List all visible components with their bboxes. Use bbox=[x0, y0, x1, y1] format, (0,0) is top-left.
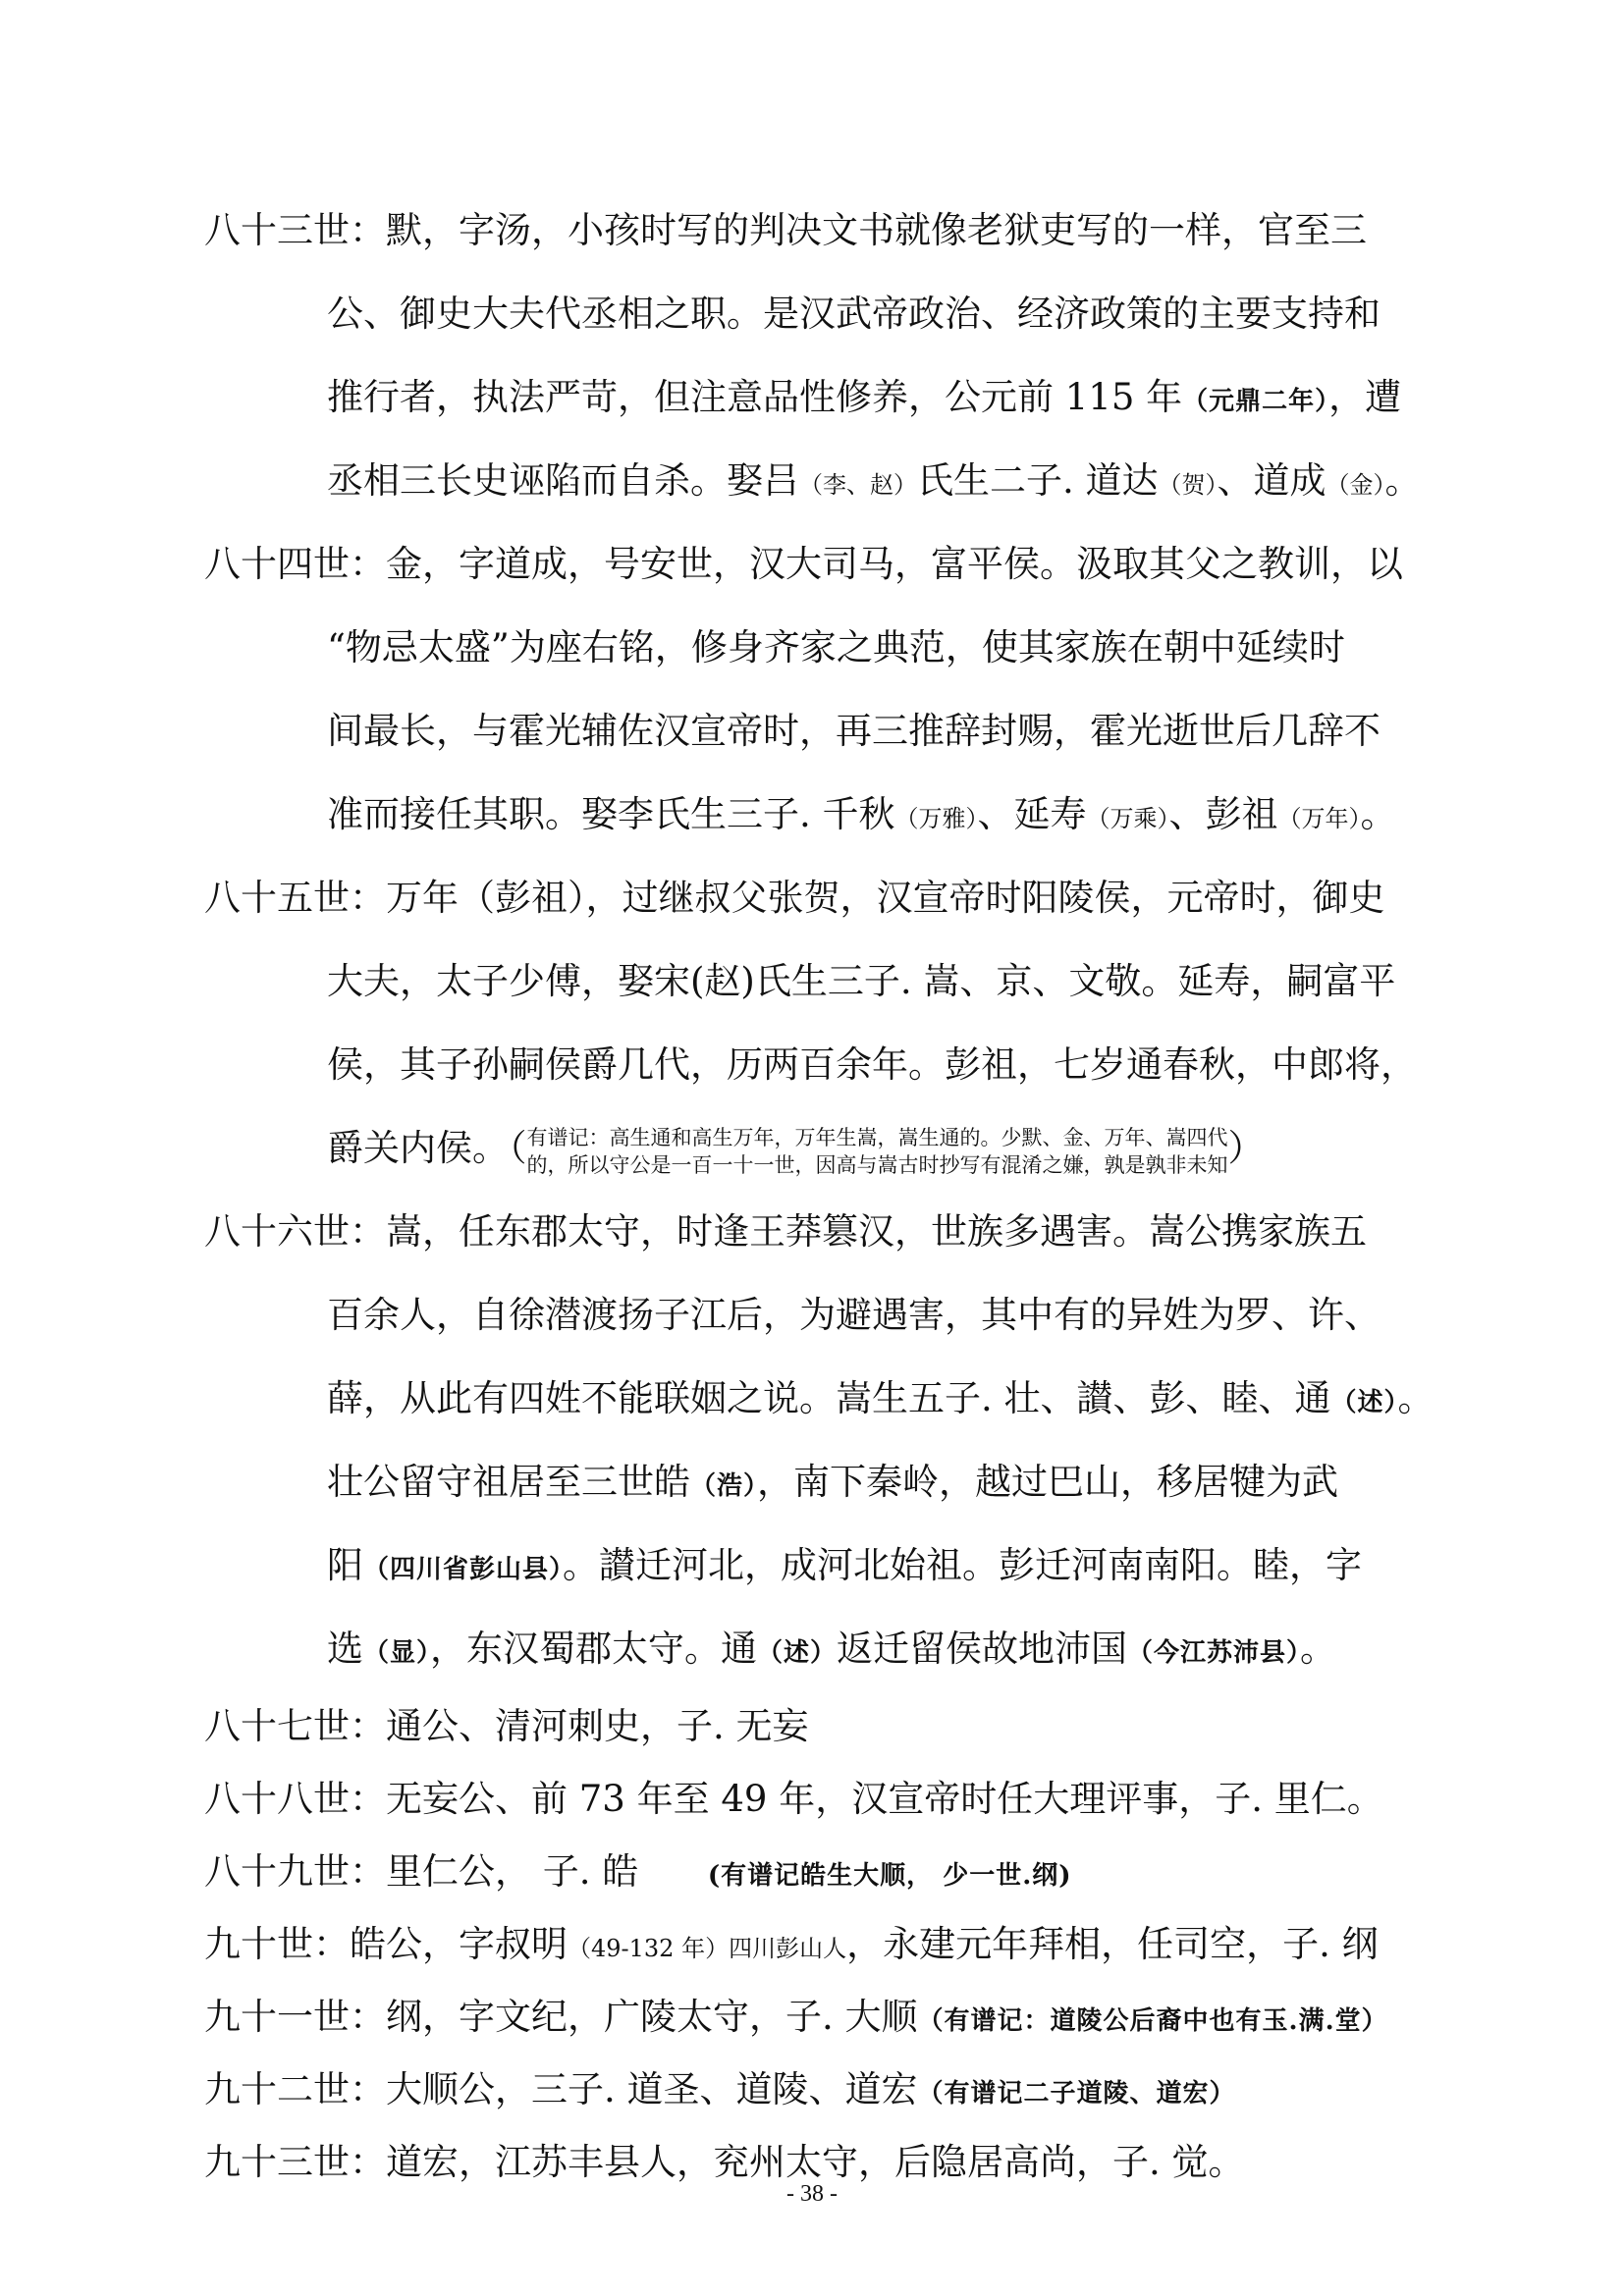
entry-line: 爵关内侯。（有谱记：高生通和高生万年，万年生嵩，嵩生通的。少默、金、万年、嵩四代 的，所以守公是一百一十一世，因高与嵩古时抄写有混淆之嫌，孰是孰非未知） bbox=[327, 1125, 1265, 1177]
entry-line: 八十五世：万年（彭祖），过继叔父张贺，汉宣帝时阳陵侯，元帝时，御史 bbox=[204, 877, 1385, 919]
annotation: （有谱记二子道陵、道宏） bbox=[917, 2079, 1236, 2109]
entry-line: 壮公留守祖居至三世皓（浩），南下秦岭，越过巴山，移居犍为武 bbox=[327, 1461, 1339, 1503]
entry-line: 大夫，太子少傅，娶宋(赵)氏生三子. 嵩、京、文敬。延寿，嗣富平 bbox=[327, 960, 1396, 1002]
entry-91 bbox=[204, 1981, 1422, 2054]
annotation: （有谱记：道陵公后裔中也有玉.满.堂） bbox=[917, 2006, 1388, 2036]
generation-label: 八十五世： bbox=[204, 877, 386, 919]
entry-line: 间最长，与霍光辅佐汉宣帝时，再三推辞封赐，霍光逝世后几辞不 bbox=[327, 710, 1380, 752]
entry-line: 九十世：皓公，字叔明（49-132 年）四川彭山人，永建元年拜相，任司空，子. 纲 bbox=[204, 1923, 1379, 1965]
entry-line: 九十三世：道宏，江苏丰县人，兖州太守，后隐居高尚，子. 觉。 bbox=[204, 2141, 1245, 2183]
generation-label: 八十九世： bbox=[204, 1850, 386, 1893]
entry-90 bbox=[204, 1908, 1422, 1981]
generation-label: 九十二世： bbox=[204, 2068, 386, 2110]
genealogy-text bbox=[204, 188, 1435, 2199]
annotation: （述） bbox=[757, 1638, 838, 1668]
generation-label: 八十四世： bbox=[204, 543, 386, 585]
entry-89 bbox=[204, 1836, 1422, 1908]
generation-label: 九十三世： bbox=[204, 2141, 386, 2183]
annotation: （元鼎二年） bbox=[1182, 387, 1329, 416]
entry-line: 八十九世：里仁公， 子. 皓 (有谱记皓生大顺， 少一世.纲) bbox=[204, 1850, 1072, 1893]
entry-line: 准而接任其职。娶李氏生三子. 千秋（万雅）、延寿（万乘）、彭祖（万年）。 bbox=[327, 793, 1397, 835]
annotation: （浩） bbox=[690, 1471, 758, 1501]
entry-line: 八十六世：嵩，任东郡太守，时逢王莽篡汉，世族多遇害。嵩公携家族五 bbox=[204, 1210, 1367, 1253]
entry-92 bbox=[204, 2054, 1422, 2126]
annotation: （今江苏沛县） bbox=[1127, 1638, 1301, 1668]
page-number: - 38 - bbox=[786, 2181, 838, 2207]
entry-line: 选（显），东汉蜀郡太守。通（述）返迁留侯故地沛国（今江苏沛县）。 bbox=[327, 1628, 1337, 1670]
entry-line: 八十四世：金，字道成，号安世，汉大司马，富平侯。汲取其父之教训，以 bbox=[204, 543, 1403, 585]
annotation: （万年） bbox=[1277, 805, 1361, 832]
entry-84 bbox=[204, 522, 1422, 856]
entry-86 bbox=[204, 1190, 1435, 1690]
generation-label: 八十六世： bbox=[204, 1210, 386, 1253]
annotation: （显） bbox=[363, 1638, 431, 1668]
generation-label: 八十七世： bbox=[204, 1705, 386, 1747]
generation-label: 九十一世： bbox=[204, 1996, 386, 2038]
generation-label: 八十八世： bbox=[204, 1778, 386, 1820]
annotation: （述） bbox=[1330, 1388, 1398, 1417]
entry-line: 八十三世：默，字汤，小孩时写的判决文书就像老狱吏写的一样，官至三 bbox=[204, 209, 1367, 251]
annotation: （四川省彭山县） bbox=[363, 1555, 564, 1584]
annotation: （贺） bbox=[1158, 471, 1218, 499]
annotation: （万雅） bbox=[894, 805, 978, 832]
annotation: （万乘） bbox=[1086, 805, 1169, 832]
annotation: （49-132 年）四川彭山人 bbox=[568, 1935, 847, 1962]
entry-87 bbox=[204, 1690, 1422, 1763]
annotation: （金） bbox=[1326, 471, 1385, 499]
generation-label: 九十世： bbox=[204, 1923, 350, 1965]
entry-line: 八十八世：无妄公、前 73 年至 49 年，汉宣帝时任大理评事，子. 里仁。 bbox=[204, 1778, 1383, 1820]
entry-line: 公、御史大夫代丞相之职。是汉武帝政治、经济政策的主要支持和 bbox=[327, 293, 1380, 335]
entry-line: “物忌太盛”为座右铭，修身齐家之典范，使其家族在朝中延续时 bbox=[327, 626, 1345, 668]
entry-line: 百余人，自徐潜渡扬子江后，为避遇害，其中有的异姓为罗、许、 bbox=[327, 1294, 1380, 1336]
annotation: (有谱记皓生大顺， 少一世.纲) bbox=[707, 1861, 1072, 1891]
entry-line: 九十二世：大顺公，三子. 道圣、道陵、道宏（有谱记二子道陵、道宏） bbox=[204, 2068, 1236, 2110]
annotation: （李、赵） bbox=[799, 471, 917, 499]
entry-line: 八十七世：通公、清河刺史，子. 无妄 bbox=[204, 1705, 809, 1747]
entry-83 bbox=[204, 188, 1422, 522]
entry-88 bbox=[204, 1763, 1422, 1836]
entry-line: 侯，其子孙嗣侯爵几代，历两百余年。彭祖，七岁通春秋，中郎将， bbox=[327, 1043, 1417, 1086]
annotation: 有谱记：高生通和高生万年，万年生嵩，嵩生通的。少默、金、万年、嵩四代 的，所以守公是一百一十一世，因高与嵩古时抄写有混淆之嫌，孰是孰非未知 bbox=[526, 1125, 1228, 1177]
generation-label: 八十三世： bbox=[204, 209, 386, 251]
entry-line: 九十一世：纲，字文纪，广陵太守，子. 大顺（有谱记：道陵公后裔中也有玉.满.堂） bbox=[204, 1996, 1388, 2038]
entry-line: 薛，从此有四姓不能联姻之说。嵩生五子. 壮、讃、彭、睦、通（述）。 bbox=[327, 1377, 1435, 1419]
entry-line: 阳（四川省彭山县）。讃迁河北，成河北始祖。彭迁河南南阳。睦，字 bbox=[327, 1544, 1363, 1586]
entry-85 bbox=[204, 856, 1422, 1190]
entry-line: 推行者，执法严苛，但注意品性修养，公元前 115 年（元鼎二年），遭 bbox=[327, 376, 1402, 418]
entry-line: 丞相三长史诬陷而自杀。娶吕（李、赵）氏生二子. 道达（贺）、道成（金）。 bbox=[327, 459, 1422, 502]
